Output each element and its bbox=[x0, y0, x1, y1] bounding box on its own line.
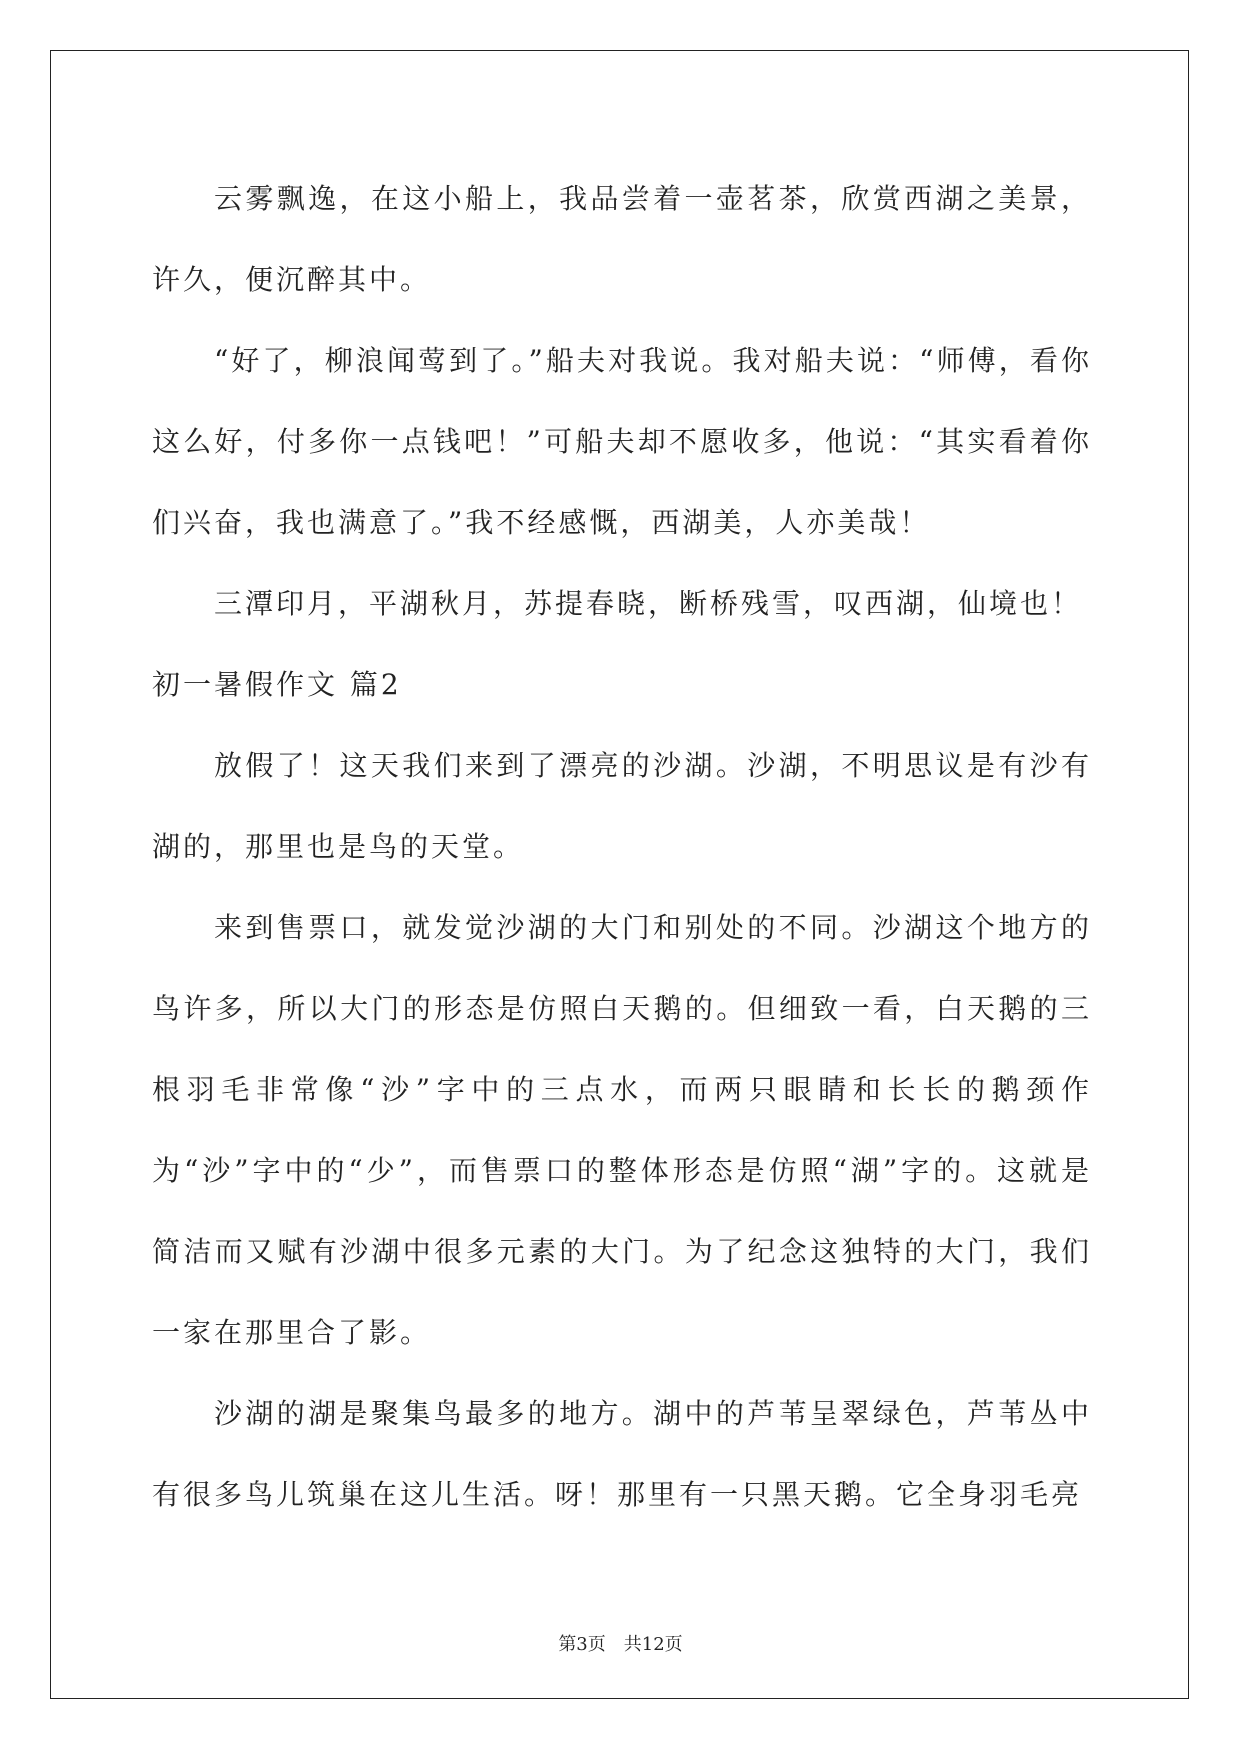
paragraph: 云雾飘逸，在这小船上，我品尝着一壶茗茶，欣赏西湖之美景，许久，便沉醉其中。 bbox=[152, 182, 1092, 296]
paragraph: 放假了！这天我们来到了漂亮的沙湖。沙湖，不明思议是有沙有湖的，那里也是鸟的天堂。 bbox=[152, 749, 1092, 863]
paragraph: 沙湖的湖是聚集鸟最多的地方。湖中的芦苇呈翠绿色，芦苇丛中有很多鸟儿筑巢在这儿生活。呀！那里有一只黑天鹅。它全身羽毛亮 bbox=[152, 1397, 1092, 1511]
paragraph: 来到售票口，就发觉沙湖的大门和别处的不同。沙湖这个地方的鸟许多，所以大门的形态是仿照白天鹅的。但细致一看，白天鹅的三根羽毛非常像“沙”字中的三点水，而两只眼睛和长长的鹅颈作为“沙”字中的“少”，而售票口的整体形态是仿照“湖”字的。这就是简洁而又赋有沙湖中很多元素的大门。为了纪念这独特的大门，我们一家在那里合了影。 bbox=[152, 911, 1092, 1349]
paragraph: “好了，柳浪闻莺到了。”船夫对我说。我对船夫说：“师傅，看你这么好，付多你一点钱吧！”可船夫却不愿收多，他说：“其实看着你们兴奋，我也满意了。”我不经感慨，西湖美，人亦美哉！ bbox=[152, 344, 1092, 539]
page-footer: 第3页 共12页 bbox=[558, 1634, 683, 1655]
document-body bbox=[152, 158, 1092, 1535]
paragraph: 三潭印月，平湖秋月，苏提春晓，断桥残雪，叹西湖，仙境也！ bbox=[214, 587, 1083, 620]
section-heading: 初一暑假作文 篇2 bbox=[152, 668, 402, 701]
